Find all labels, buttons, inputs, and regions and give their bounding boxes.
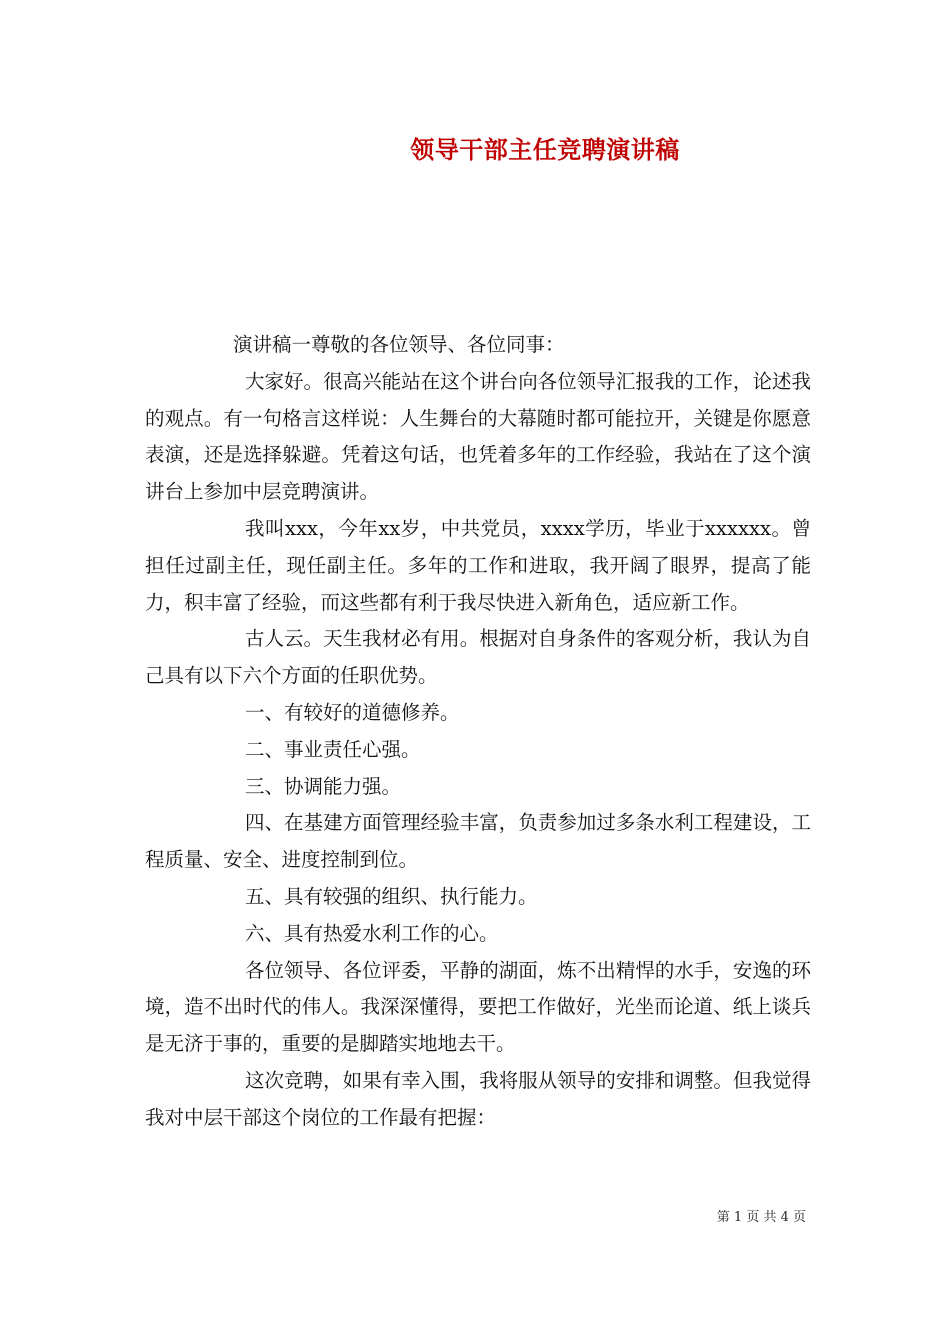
paragraph-salutation: 演讲稿一尊敬的各位领导、各位同事： bbox=[233, 333, 565, 356]
list-item: 二、事业责任心强。 bbox=[245, 737, 421, 761]
list-item: 五、具有较强的组织、执行能力。 bbox=[245, 884, 538, 908]
paragraph: 我叫xxx，今年xx岁，中共党员，xxxx学历，毕业于xxxxxx。曾担任过副主任，现任副主任。多年的工作和进取，我开阔了眼界，提高了能力，积丰富了经验，而这些都有利于我尽快进入新角色，适应新工作。 bbox=[145, 516, 811, 614]
page-number: 第 1 页 共 4 页 bbox=[716, 1210, 806, 1225]
list-item: 六、具有热爱水利工作的心。 bbox=[245, 921, 499, 945]
document-body bbox=[145, 327, 811, 1137]
paragraph: 这次竞聘，如果有幸入围，我将服从领导的安排和调整。但我觉得我对中层干部这个岗位的工作最有把握： bbox=[145, 1068, 811, 1129]
page-footer bbox=[0, 1206, 806, 1225]
paragraph: 大家好。很高兴能站在这个讲台向各位领导汇报我的工作，论述我的观点。有一句格言这样说：人生舞台的大幕随时都可能拉开，关键是你愿意表演，还是选择躲避。凭着这句话，也凭着多年的工作经验，我站在了这个演讲台上参加中层竞聘演讲。 bbox=[145, 369, 811, 504]
paragraph: 各位领导、各位评委，平静的湖面，炼不出精悍的水手，安逸的环境，造不出时代的伟人。我深深懂得，要把工作做好，光坐而论道、纸上谈兵是无济于事的，重要的是脚踏实地地去干。 bbox=[145, 958, 811, 1056]
paragraph: 古人云。天生我材必有用。根据对自身条件的客观分析，我认为自己具有以下六个方面的任职优势。 bbox=[145, 627, 811, 688]
list-item: 四、在基建方面管理经验丰富，负责参加过多条水利工程建设，工程质量、安全、进度控制到位。 bbox=[145, 811, 811, 872]
list-item: 三、协调能力强。 bbox=[245, 774, 402, 798]
document-title: 领导干部主任竞聘演讲稿 bbox=[410, 135, 680, 164]
list-item: 一、有较好的道德修养。 bbox=[245, 700, 460, 724]
